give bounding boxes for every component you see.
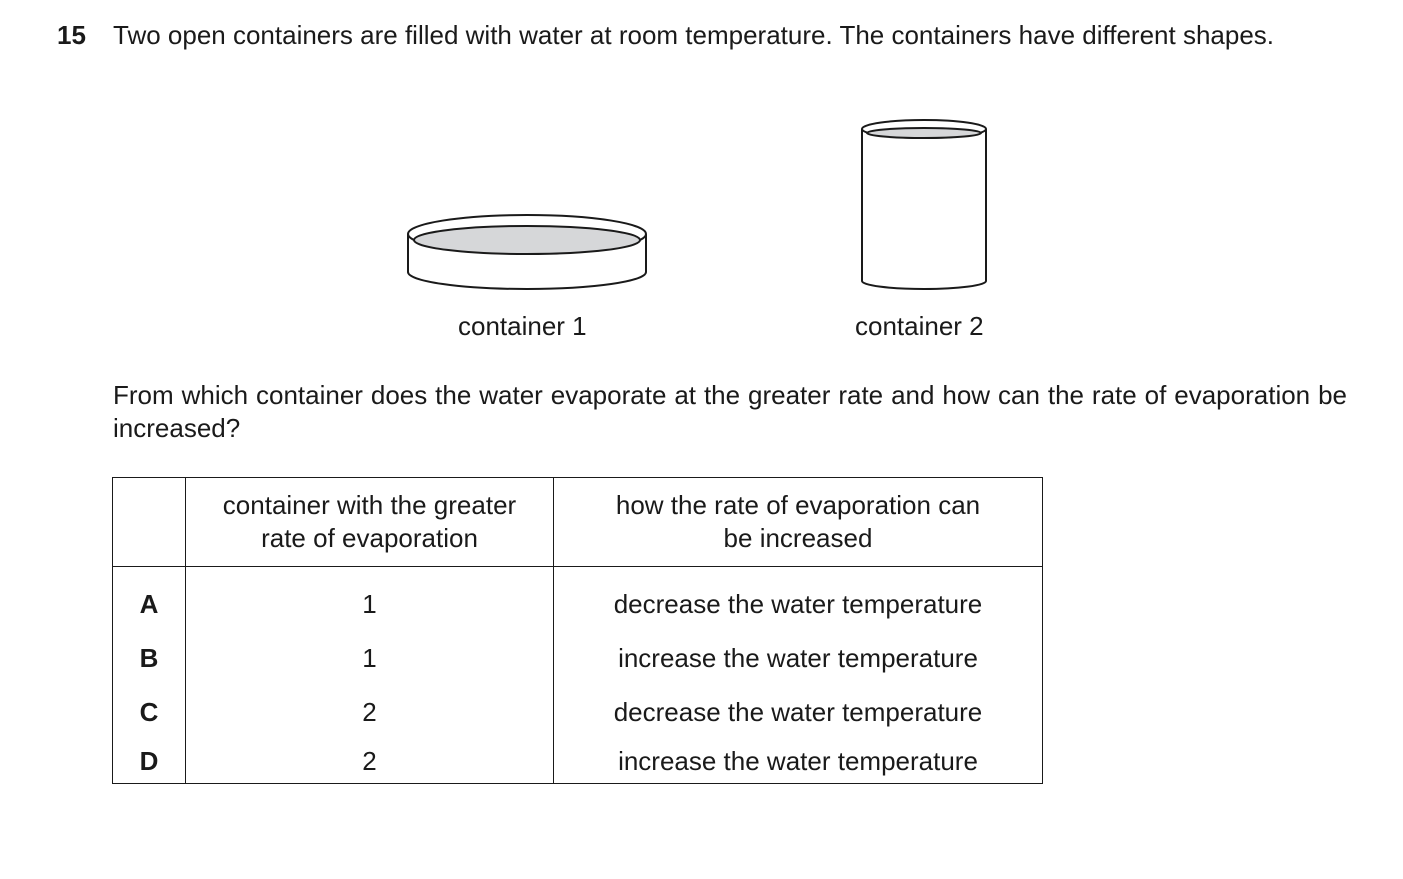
header-method-text: how the rate of evaporation can be increased (615, 490, 981, 553)
header-option (113, 478, 186, 567)
option-container: 2 (186, 685, 554, 739)
container-2-water-surface (867, 128, 981, 138)
container-1-water-surface (414, 226, 640, 254)
option-method: increase the water temperature (554, 631, 1043, 685)
option-row-c[interactable] (113, 685, 1043, 739)
header-container-text: container with the greater rate of evaporation (222, 490, 517, 553)
container-2-rim (862, 120, 986, 138)
option-container: 1 (186, 567, 554, 632)
option-method: decrease the water temperature (554, 567, 1043, 632)
container-1-label: container 1 (458, 311, 587, 341)
header-container (186, 478, 554, 567)
container-2-cylinder (862, 120, 986, 289)
question-number: 15 (57, 20, 86, 50)
container-1-rim (408, 215, 646, 253)
option-row-b[interactable] (113, 631, 1043, 685)
option-letter[interactable]: B (113, 631, 186, 685)
table-header-row (113, 478, 1043, 567)
option-method: decrease the water temperature (554, 685, 1043, 739)
option-letter[interactable]: D (113, 739, 186, 784)
option-letter[interactable]: A (113, 567, 186, 632)
question-intro: Two open containers are filled with water at room temperature. The containers have different shapes. (113, 20, 1275, 50)
container-1-dish (408, 215, 646, 289)
header-method (554, 478, 1043, 567)
option-letter[interactable]: C (113, 685, 186, 739)
container-2-label: container 2 (855, 311, 984, 341)
answer-options-table (112, 477, 1043, 784)
option-container: 2 (186, 739, 554, 784)
option-method: increase the water temperature (554, 739, 1043, 784)
question-prompt: From which container does the water evaporate at the greater rate and how can the rate of evaporation be increased? (113, 380, 1347, 443)
option-row-d[interactable] (113, 739, 1043, 784)
option-container: 1 (186, 631, 554, 685)
option-row-a[interactable] (113, 567, 1043, 632)
